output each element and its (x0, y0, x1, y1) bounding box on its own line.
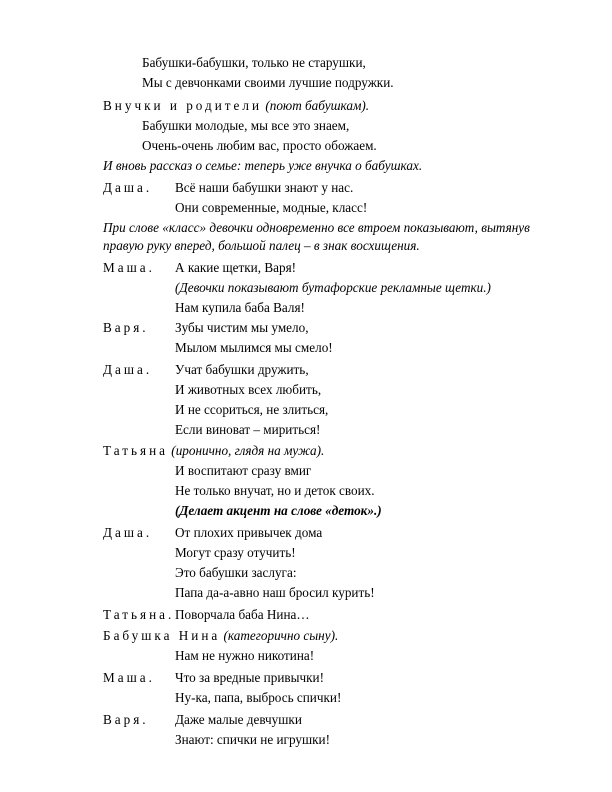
speaker-name: Татьяна. (103, 607, 175, 622)
stage-note: (поют бабушкам). (265, 98, 370, 113)
stage-note: (категорично сыну). (223, 628, 339, 643)
verse-line: Учат бабушки дружить, (175, 362, 309, 377)
speaker-name: Варя. (103, 712, 149, 727)
verse-line: Могут сразу отучить! (175, 545, 296, 560)
verse-line: Всё наши бабушки знают у нас. (175, 180, 354, 195)
verse-line: Мы с девчонками своими лучшие подружки. (142, 75, 394, 90)
verse-line: Они современные, модные, класс! (175, 200, 368, 215)
verse-line: Знают: спички не игрушки! (175, 732, 330, 747)
verse-line: От плохих привычек дома (175, 525, 323, 540)
verse-line: Очень-очень любим вас, просто обожаем. (142, 138, 377, 153)
verse-line: Если виноват – мириться! (175, 422, 321, 437)
stage-note: (Делает акцент на слове «деток».) (175, 503, 382, 518)
verse-line: Поворчала баба Нина… (175, 607, 310, 622)
verse-line: Это бабушки заслуга: (175, 565, 297, 580)
stage-note: (иронично, глядя на мужа). (171, 443, 325, 458)
verse-line: А какие щетки, Варя! (175, 260, 297, 275)
stage-note: (Девочки показывают бутафорские рекламные щетки.) (175, 280, 491, 295)
verse-line: Бабушки-бабушки, только не старушки, (142, 55, 366, 70)
verse-line: Ну-ка, папа, выбрось спички! (175, 690, 342, 705)
stage-direction: И вновь рассказ о семье: теперь уже внучка о бабушках. (103, 158, 423, 173)
speaker-name: Маша. (103, 670, 155, 685)
stage-direction: При слове «класс» девочки одновременно все втроем показывают, вытянув (103, 220, 530, 235)
verse-line: И животных всех любить, (175, 382, 322, 397)
speaker-name: Варя. (103, 320, 149, 335)
speaker-name: Татьяна (103, 443, 168, 458)
speaker-name: Даша. (103, 525, 153, 540)
verse-line: Зубы чистим мы умело, (175, 320, 309, 335)
verse-line: Нам не нужно никотина! (175, 648, 315, 663)
stage-direction: правую руку вперед, большой палец – в знак восхищения. (103, 238, 420, 253)
verse-line: Даже малые девчушки (175, 712, 302, 727)
speaker-name: Даша. (103, 180, 153, 195)
verse-line: Мылом мылимся мы смело! (175, 340, 333, 355)
verse-line: Что за вредные привычки! (175, 670, 324, 685)
verse-line: Папа да-а-авно наш бросил курить! (175, 585, 375, 600)
verse-line: Бабушки молодые, мы все это знаем, (142, 118, 350, 133)
verse-line: Не только внучат, но и деток своих. (175, 483, 375, 498)
verse-line: И воспитают сразу вмиг (175, 463, 312, 478)
speaker-line (103, 628, 338, 644)
speaker-line (103, 443, 324, 459)
speaker-name: Даша. (103, 362, 153, 377)
speaker-name: Внучки и родители (103, 98, 263, 113)
speaker-name: Маша. (103, 260, 155, 275)
speaker-name: Бабушка Нина (103, 628, 221, 643)
verse-line: Нам купила баба Валя! (175, 300, 305, 315)
speaker-line (103, 98, 369, 114)
verse-line: И не ссориться, не злиться, (175, 402, 329, 417)
